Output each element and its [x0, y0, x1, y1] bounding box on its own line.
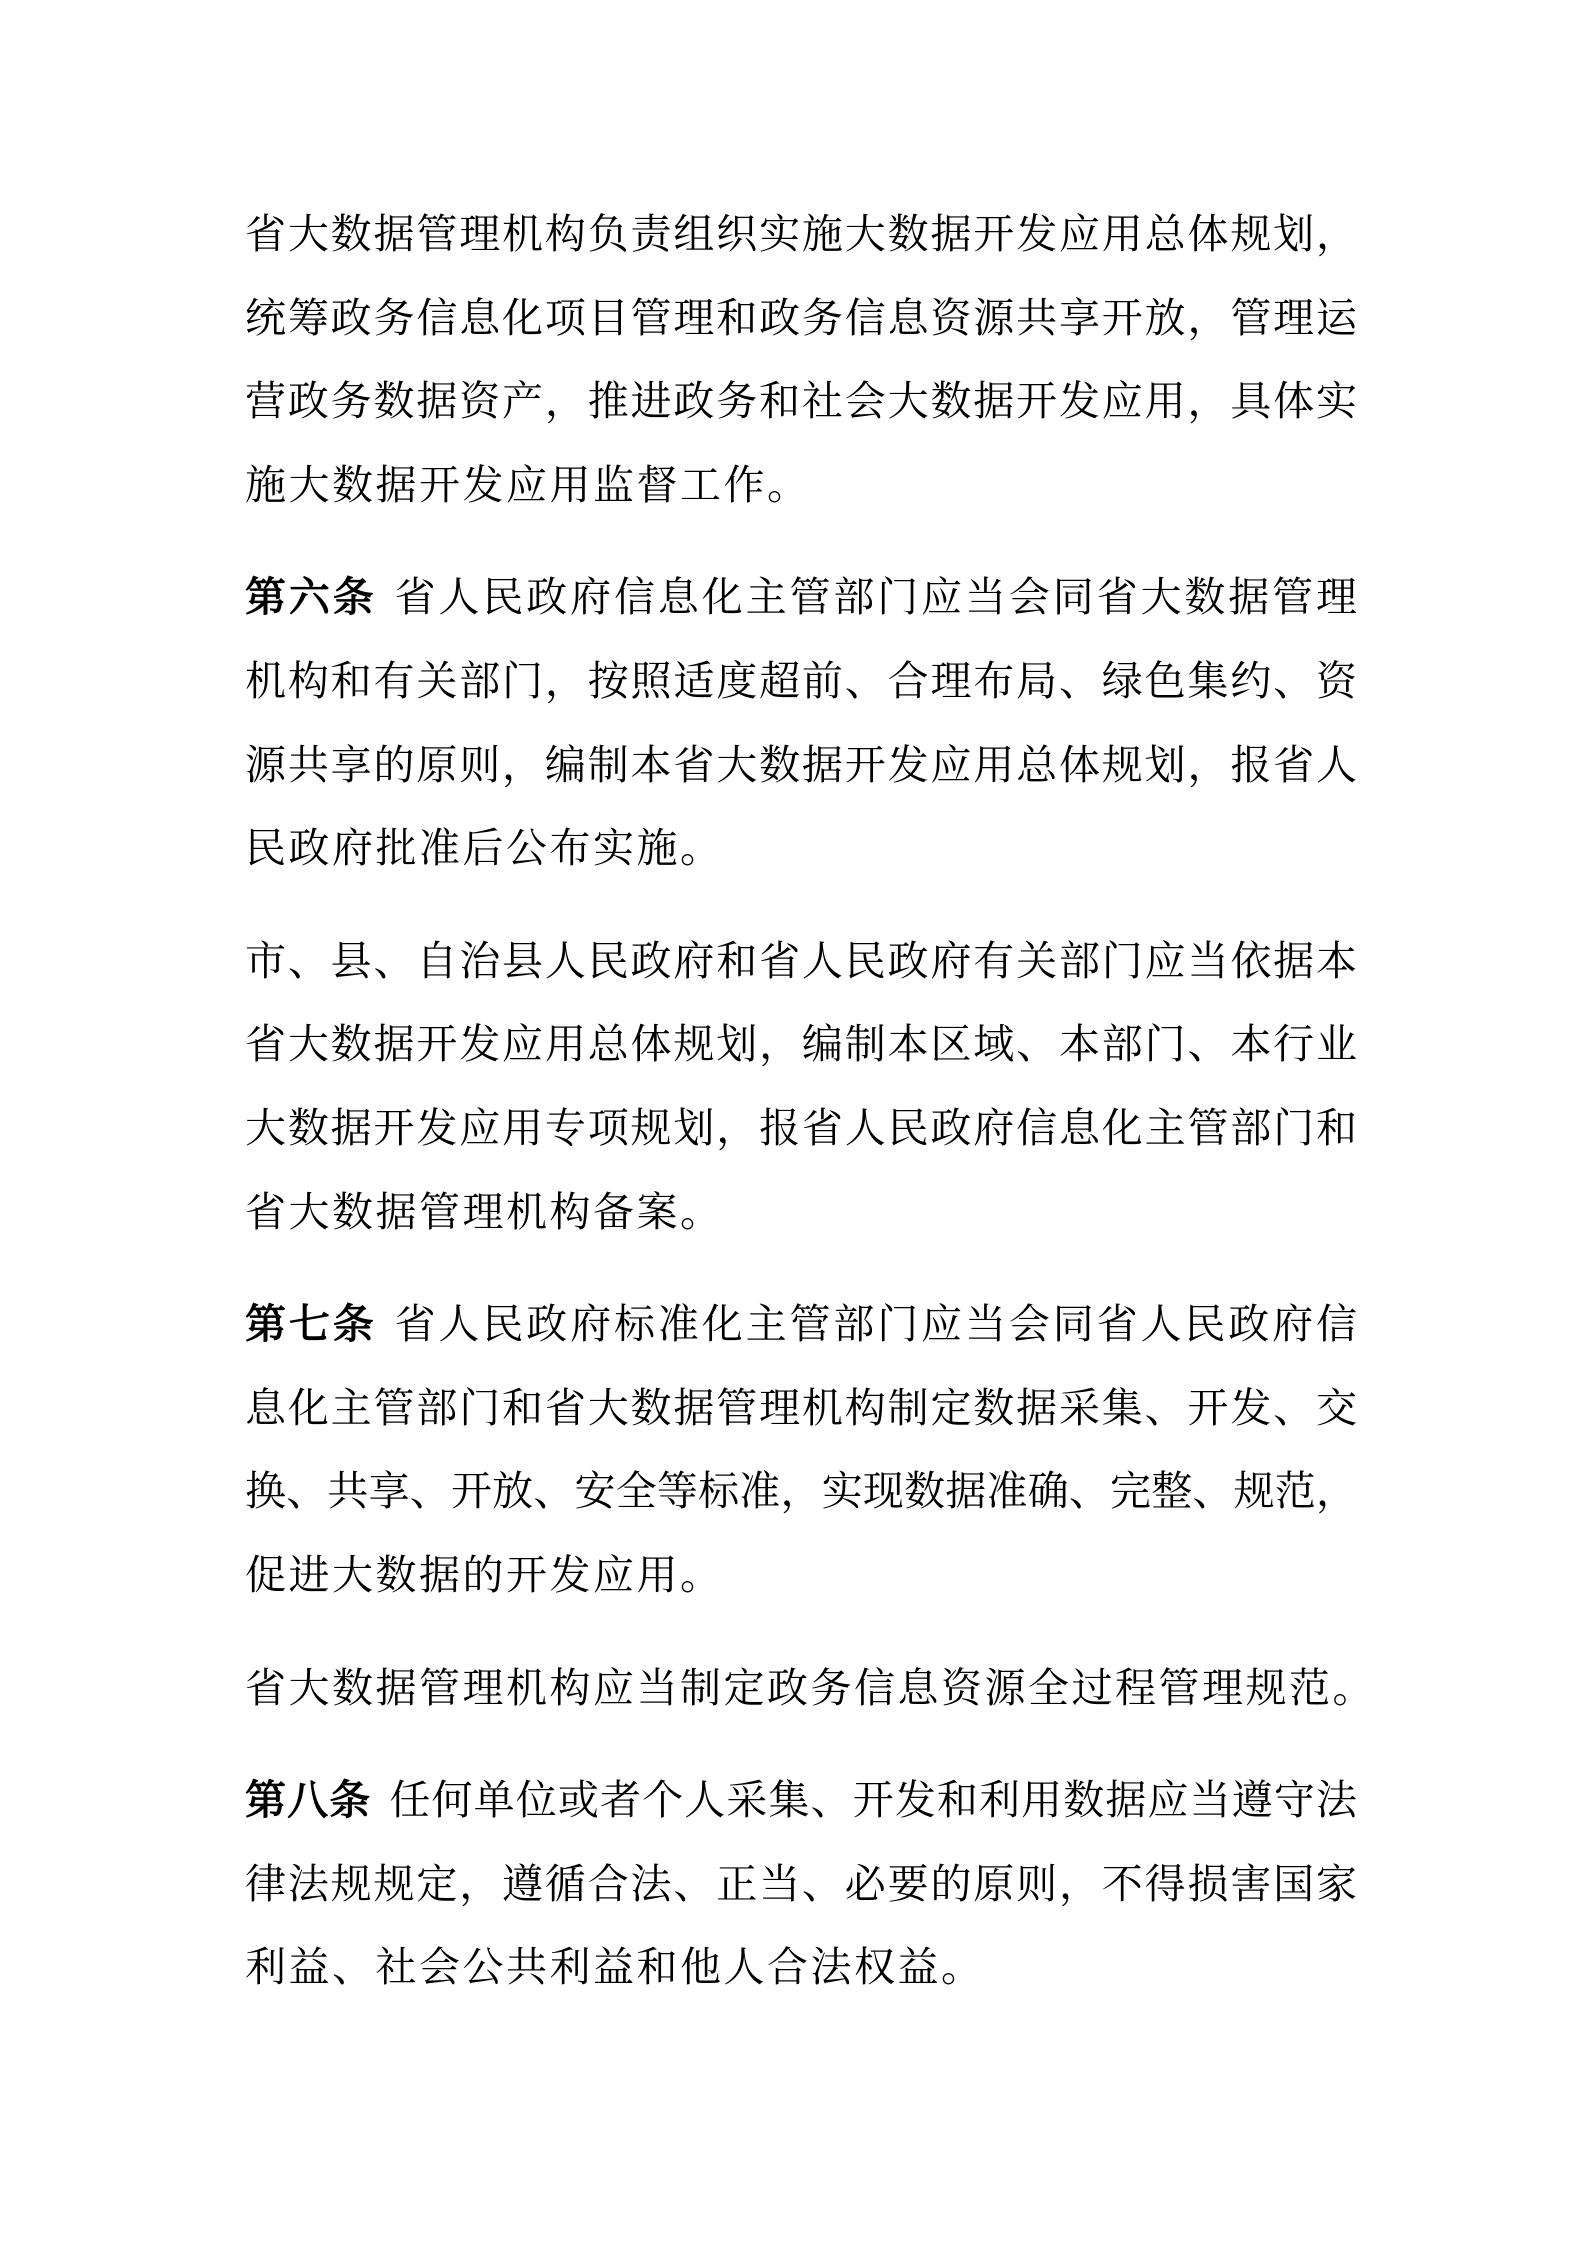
text-line — [245, 193, 1357, 277]
line-text: 利益、社会公共利益和他人合法权益。 — [245, 1943, 985, 1992]
paragraph — [245, 1647, 1376, 1731]
article-paragraph — [245, 1759, 1357, 2010]
line-text: 源共享的原则，编制本省大数据开发应用总体规划，报省人 — [245, 740, 1357, 789]
text-line — [245, 556, 1357, 640]
paragraph — [245, 920, 1357, 1254]
line-text: 任何单位或者个人采集、开发和利用数据应当遵守法 — [389, 1776, 1358, 1825]
text-line — [245, 807, 1357, 891]
article-heading: 第八条 — [245, 1776, 372, 1825]
line-text: 省人民政府信息化主管部门应当会同省大数据管理 — [394, 573, 1357, 622]
text-line — [245, 1003, 1357, 1087]
line-text: 换、共享、开放、安全等标准，实现数据准确、完整、规范， — [245, 1467, 1357, 1516]
text-line — [245, 444, 1357, 528]
line-text: 省大数据管理机构备案。 — [245, 1187, 724, 1236]
line-text: 省大数据开发应用总体规划，编制本区域、本部门、本行业 — [245, 1020, 1357, 1069]
line-text: 息化主管部门和省大数据管理机构制定数据采集、开发、交 — [245, 1383, 1357, 1432]
text-line — [245, 1450, 1357, 1534]
text-line — [245, 1926, 1357, 2010]
line-text: 大数据开发应用专项规划，报省人民政府信息化主管部门和 — [245, 1103, 1357, 1152]
line-text: 营政务数据资产，推进政务和社会大数据开发应用，具体实 — [245, 377, 1357, 426]
text-line — [245, 1283, 1357, 1367]
line-text: 施大数据开发应用监督工作。 — [245, 460, 811, 509]
line-text: 民政府批准后公布实施。 — [245, 824, 724, 873]
article-paragraph — [245, 556, 1357, 890]
paragraph — [245, 193, 1357, 527]
line-text: 省人民政府标准化主管部门应当会同省人民政府信 — [394, 1300, 1357, 1349]
document-page — [245, 193, 1376, 2039]
article-heading: 第六条 — [245, 573, 377, 622]
text-line — [245, 640, 1357, 724]
text-line — [245, 1171, 1357, 1255]
text-line — [245, 1759, 1357, 1843]
text-line — [245, 277, 1357, 361]
text-line — [245, 1087, 1357, 1171]
line-text: 省大数据管理机构应当制定政务信息资源全过程管理规范。 — [245, 1663, 1376, 1712]
line-text: 统筹政务信息化项目管理和政务信息资源共享开放，管理运 — [245, 293, 1357, 342]
text-line — [245, 1534, 1357, 1618]
line-text: 律法规规定，遵循合法、正当、必要的原则，不得损害国家 — [245, 1859, 1357, 1908]
article-heading: 第七条 — [245, 1300, 377, 1349]
text-line — [245, 724, 1357, 808]
line-text: 省大数据管理机构负责组织实施大数据开发应用总体规划， — [245, 210, 1357, 258]
line-text: 促进大数据的开发应用。 — [245, 1550, 724, 1599]
text-line — [245, 920, 1357, 1004]
text-line — [245, 1647, 1376, 1731]
line-text: 机构和有关部门，按照适度超前、合理布局、绿色集约、资 — [245, 656, 1357, 705]
text-line — [245, 1367, 1357, 1451]
article-paragraph — [245, 1283, 1357, 1617]
text-line — [245, 360, 1357, 444]
line-text: 市、县、自治县人民政府和省人民政府有关部门应当依据本 — [245, 936, 1357, 985]
text-line — [245, 1843, 1357, 1927]
